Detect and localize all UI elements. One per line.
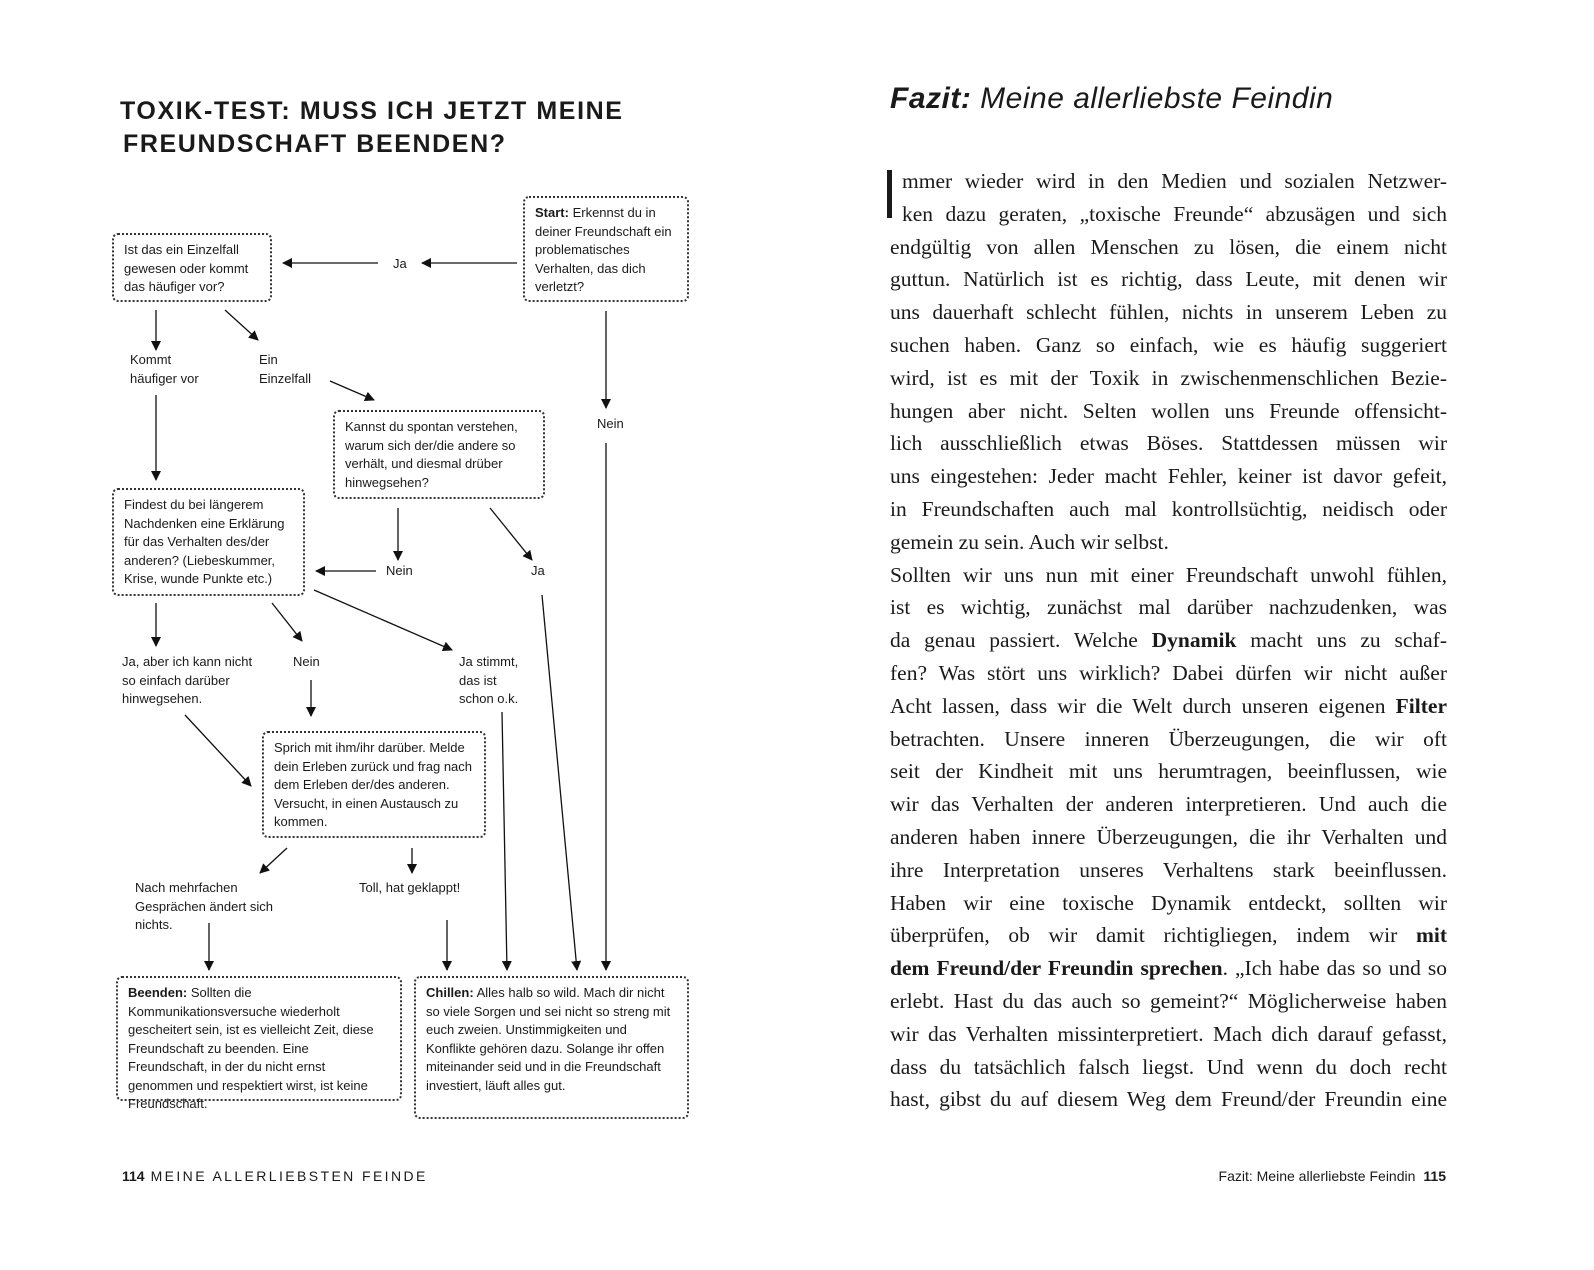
running-title: MEINE ALLERLIEBSTEN FEINDE (150, 1168, 428, 1184)
body-text (890, 165, 1447, 1116)
label-ja-aber: Ja, aber ich kann nicht so einfach darüber hinwegsehen. (122, 654, 253, 706)
text-line: hast, gibst du auf diesem Weg dem Freund/der Freundin eine (890, 1087, 1447, 1112)
sprich-box: Sprich mit ihm/ihr darüber. Melde dein Erleben zurück und frag nach dem Erleben der/des anderen. Versucht, in einen Austausch zu kommen. (262, 731, 486, 838)
text-line: uns eingestehen: Jeder macht Fehler, keiner ist davor gefeit, (890, 464, 1447, 489)
flow-arrow (330, 381, 374, 400)
text-line: dass du tatsächlich falsch liegst. Und wenn du doch recht (890, 1054, 1447, 1079)
text-line: in Freundschaften auch mal kontrollsüchtig, neidisch oder (890, 496, 1447, 521)
kannst-question-box: Kannst du spontan verstehen, warum sich der/die andere so verhält, und diesmal drüber hinwegsehen? (333, 410, 545, 499)
chapter-heading: Fazit: Meine allerliebste Feindin (890, 82, 1334, 115)
text-line: da genau passiert. Welche Dynamik macht uns zu schaf- (890, 628, 1448, 653)
label-nein: Nein (293, 654, 320, 669)
text-line: ist es wichtig, zunächst mal darüber nachzudenken, was (890, 595, 1447, 620)
flow-arrow (260, 848, 287, 873)
text-line: dem Freund/der Freundin sprechen. „Ich habe das so und so (890, 956, 1447, 981)
label-ja: Ja (531, 563, 545, 578)
flowchart-arrows (0, 0, 720, 1140)
text-line: endgültig von allen Menschen zu lösen, die einem nicht (890, 234, 1447, 259)
text-line: guttun. Natürlich ist es richtig, dass Leute, mit denen wir (890, 267, 1447, 292)
flow-arrow (502, 712, 507, 970)
flow-arrow (314, 590, 452, 650)
flow-arrow (185, 715, 251, 786)
text-line: betrachten. Unsere inneren Überzeugungen, die wir oft (890, 726, 1447, 751)
page-number: 114 (122, 1168, 145, 1184)
text-line: ihre Interpretation unseres Verhaltens stark beeinflussen. (890, 857, 1447, 882)
einzelfall-question-box: Ist das ein Einzelfall gewesen oder kommt das häufiger vor? (112, 233, 272, 302)
flow-arrow (490, 508, 532, 560)
text-line: wir das Verhalten missinterpretiert. Mach dich darauf gefasst, (890, 1021, 1447, 1046)
label-ein-einzelfall: Ein Einzelfall (259, 352, 312, 386)
text-line: suchen haben. Ganz so einfach, wie es häufig suggeriert (890, 332, 1447, 357)
label-ja: Ja (393, 256, 407, 271)
text-line: Sollten wir uns nun mit einer Freundschaft unwohl fühlen, (890, 562, 1447, 587)
text-line: überprüfen, ob wir damit richtigliegen, indem wir mit (890, 923, 1447, 948)
text-line: seit der Kindheit mit uns herumtragen, beeinflussen, wie (890, 759, 1447, 784)
text-line: erlebt. Hast du das auch so gemeint?“ Möglicherweise haben (890, 988, 1447, 1013)
label-nein: Nein (597, 416, 624, 431)
text-line: hungen aber nicht. Selten wollen uns Freunde offensicht- (890, 398, 1447, 423)
flow-arrow (225, 310, 258, 340)
label-nein: Nein (386, 563, 413, 578)
text-line: lich ausschließlich etwas Böses. Stattdessen müssen wir (890, 431, 1447, 456)
text-line: wir das Verhalten der anderen interpretieren. Und auch die (890, 792, 1447, 817)
label-ja-stimmt: Ja stimmt, das ist schon o.k. (459, 654, 519, 706)
start-box: Start: Erkennst du in deiner Freundschaft ein problematisches Verhalten, das dich verletzt? (523, 196, 689, 302)
label-kommt-haeufiger-vor: Kommt häufiger vor (130, 352, 199, 386)
text-line: gemein zu sein. Auch wir selbst. (890, 529, 1169, 554)
label-nach-mehrfachen: Nach mehrfachen Gesprächen ändert sich nichts. (135, 880, 274, 932)
text-line: fen? Was stört uns wirklich? Dabei dürfen wir nicht außer (890, 660, 1447, 685)
label-toll: Toll, hat geklappt! (359, 880, 461, 895)
beenden-result-box: Beenden: Sollten die Kommunikationsversuche wiederholt gescheitert sein, ist es vielleicht Zeit, diese Freundschaft zu beenden. Eine Freundschaft, in der du nicht ernst genommen und respektiert wirst, ist keine Freundschaft. (116, 976, 402, 1101)
flow-arrow (272, 603, 302, 641)
page-number: 115 (1423, 1168, 1446, 1184)
findest-question-box: Findest du bei längerem Nachdenken eine Erklärung für das Verhalten des/der anderen? (Liebeskummer, Krise, wunde Punkte etc.) (112, 488, 305, 596)
text-line: mmer wieder wird in den Medien und sozialen Netzwer- (902, 169, 1447, 193)
flow-arrow (542, 595, 577, 970)
running-title: Fazit: Meine allerliebste Feindin (1218, 1168, 1416, 1184)
text-line: ken dazu geraten, „toxische Freunde“ abzusägen und sich (902, 201, 1447, 226)
text-line: anderen haben innere Überzeugungen, die ihr Verhalten und (890, 824, 1447, 849)
text-line: Acht lassen, dass wir die Welt durch unseren eigenen Filter (890, 693, 1447, 718)
chillen-result-box: Chillen: Alles halb so wild. Mach dir nicht so viele Sorgen und sei nicht so streng mit euch zweien. Unstimmigkeiten und Konflikte gehören dazu. Solange ihr offen miteinander seid und in die Freundschaft investiert, läuft alles gut. (414, 976, 689, 1119)
text-line: wird, ist es mit der Toxik in zwischenmenschlichen Bezie- (890, 365, 1447, 390)
left-footer (122, 1168, 428, 1184)
text-line: Haben wir eine toxische Dynamik entdeckt, sollten wir (890, 890, 1447, 915)
right-footer (1219, 1168, 1446, 1184)
flowchart-title: TOXIK-TEST: MUSS ICH JETZT MEINE FREUNDSCHAFT BEENDEN? (120, 97, 624, 158)
text-line: uns dauerhaft schlecht fühlen, nichts in unserem Leben zu (890, 300, 1447, 325)
